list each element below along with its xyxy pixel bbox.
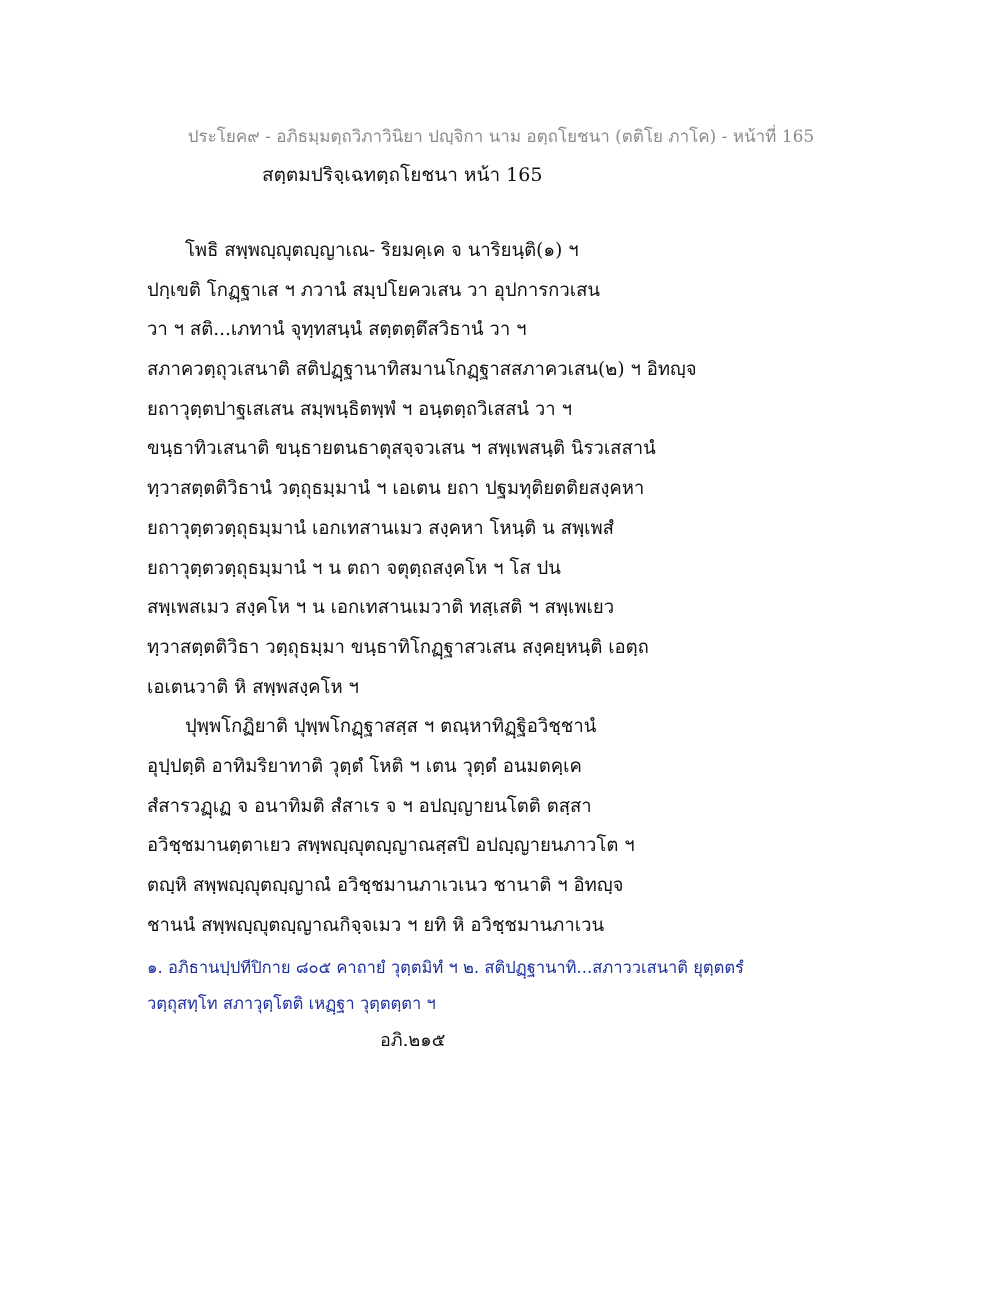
text-line: ยถาวุตฺตวตฺถุธมฺมานํ ฯ น ตถา จตุตฺถสงฺคโห ฯ โส ปน [147, 557, 561, 579]
running-header: ประโยค๙ - อภิธมฺมตฺถวิภาวินิยา ปญฺจิกา นาม อตฺถโยชนา (ตติโย ภาโค) - หน้าที่ 165 [187, 127, 815, 147]
text-line: อุปฺปตฺติ อาทิมริยาทาติ วุตฺตํ โหติ ฯ เตน วุตฺตํ อนมตคฺเค [147, 755, 582, 777]
text-line: ชานนํ สพฺพญฺญุตญฺญาณกิจฺจเมว ฯ ยทิ หิ อวิชฺชมานภาเวน [147, 914, 605, 936]
body-text [147, 236, 867, 950]
text-line: เอเตนวาติ หิ สพฺพสงฺคโห ฯ [147, 676, 359, 698]
page-folio: อภิ.๒๑๕ [380, 1030, 446, 1051]
text-line: โพธิ สพฺพญฺญุตญฺญาเณ- ริยมคฺเค จ นาริยนฺติ(๑) ฯ [185, 240, 579, 261]
text-line: ขนฺธาทิวเสนาติ ขนฺธายตนธาตุสจฺจวเสน ฯ สพฺเพสนฺติ นิรวเสสานํ [147, 438, 656, 460]
footnotes [147, 953, 867, 1025]
text-line: ทฺวาสตฺตติวิธานํ วตฺถุธมฺมานํ ฯ เอเตน ยถา ปฐมทุติยตติยสงฺคหา [147, 478, 645, 500]
text-line: ยถาวุตฺตวตฺถุธมฺมานํ เอกเทสานเมว สงฺคหา โหนฺติ น สพฺเพสํ [147, 517, 614, 539]
section-title: สตฺตมปริจฺเฉทตฺถโยชนา หน้า 165 [262, 164, 543, 186]
text-line: ตญฺหิ สพฺพญฺญุตญฺญาณํ อวิชฺชมานภาเวเนว ชานาติ ฯ อิทญฺจ [147, 875, 624, 896]
text-line: สภาควตฺถุวเสนาติ สติปฏฺฐานาทิสมานโกฏฺฐาสสภาควเสน(๒) ฯ อิทญฺจ [147, 359, 697, 381]
text-line: อวิชฺชมานตฺตาเยว สพฺพญฺญุตญฺญาณสฺสปิ อปญฺญายนภาวโต ฯ [147, 835, 635, 857]
footnote-line: ๑. อภิธานปฺปทีปิกาย ๘๐๕ คาถายํ วุตฺตมิทํ ฯ ๒. สติปฏฺฐานาทิ...สภาววเสนาติ ยุตฺตตรํ [147, 958, 744, 977]
text-line: สพฺเพสเมว สงฺคโห ฯ น เอกเทสานเมวาติ ทสฺเสติ ฯ สพฺเพเยว [147, 597, 615, 619]
footnote-line: วตฺถุสทฺโท สภาวุตฺโตติ เหฏฺฐา วุตฺตตฺตา ฯ [147, 994, 436, 1013]
text-line: ปกฺเขติ โกฏฺฐาเส ฯ ภวานํ สมฺปโยควเสน วา อุปการกวเสน [147, 279, 601, 301]
text-line: สํสารวฏฺเฏ จ อนาทิมติ สํสาเร จ ฯ อปญฺญายนโตติ ตสฺสา [147, 795, 592, 817]
text-line: ปุพฺพโกฏิยาติ ปุพฺพโกฏฺฐาสสฺส ฯ ตณฺหาทิฏฺฐิอวิชฺชานํ [185, 716, 597, 738]
text-line: ทฺวาสตฺตติวิธา วตฺถุธมฺมา ขนฺธาทิโกฏฺฐาสวเสน สงฺคยฺหนฺติ เอตฺถ [147, 636, 649, 658]
text-line: วา ฯ สติ...เภทานํ จุทฺทสนฺนํ สตฺตตฺตึสวิธานํ วา ฯ [147, 319, 527, 341]
text-line: ยถาวุตฺตปาฐเสเสน สมฺพนฺธิตพฺพํ ฯ อนฺตตฺถวิเสสนํ วา ฯ [147, 398, 572, 420]
